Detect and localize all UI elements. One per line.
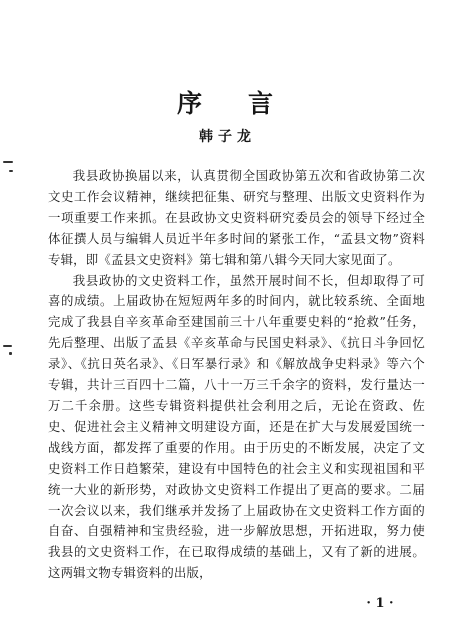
paragraph: 我县政协换届以来，认真贯彻全国政协第五次和省政协第二次文史工作会议精神，继续把征集、研究与整理、出版文史资料作为一项重要工作来抓。在县政协文史资料研究委员会的领导下经过全体征撰人员与编辑人员近半年多时间的紧张工作，“孟县文物”资料专辑，即《孟县文史资料》第七辑和第八辑今天同大家见面了。 <box>48 168 425 267</box>
author-name: 韩子龙 <box>199 129 256 145</box>
margin-mark <box>9 352 12 355</box>
body-text <box>48 166 425 584</box>
margin-mark <box>3 161 13 163</box>
page-number: · 1 · <box>366 596 394 611</box>
margin-mark <box>3 345 12 347</box>
margin-mark <box>9 170 13 172</box>
paragraph: 我县政协的文史资料工作，虽然开展时间不长，但却取得了可喜的成绩。上届政协在短短两年多的时间内，就比较系统、全面地完成了我县自辛亥革命至建国前三十八年重要史料的“抢救”任务，先后整理、出版了孟县《辛亥革命与民国史料录》、《抗日斗争回忆录》、《抗日英名录》、《日军暴行录》和《解放战争史料录》等六个专辑，共计三百四十二篇，八十一万三千余字的资料，发行量达一万二千余册。这些专辑资料提供社会利用之后，无论在资政、佐史、促进社会主义精神文明建设方面，还是在扩大与发展爱国统一战线方面，都发挥了重要的作用。由于历史的不断发展，决定了文史资料工作日趋繁荣，建设有中国特色的社会主义和实现祖国和平统一大业的新形势，对政协文史资料工作提出了更高的要求。二届一次会议以来，我们继承并发扬了上届政协在文史资料工作方面的自奋、自强精神和宝贵经验，进一步解放思想，开拓进取，努力使我县的文史资料工作，在已取得成绩的基础上，又有了新的进展。这两辑文物专辑资料的出版， <box>48 272 425 581</box>
page-title: 序言 <box>176 89 319 118</box>
